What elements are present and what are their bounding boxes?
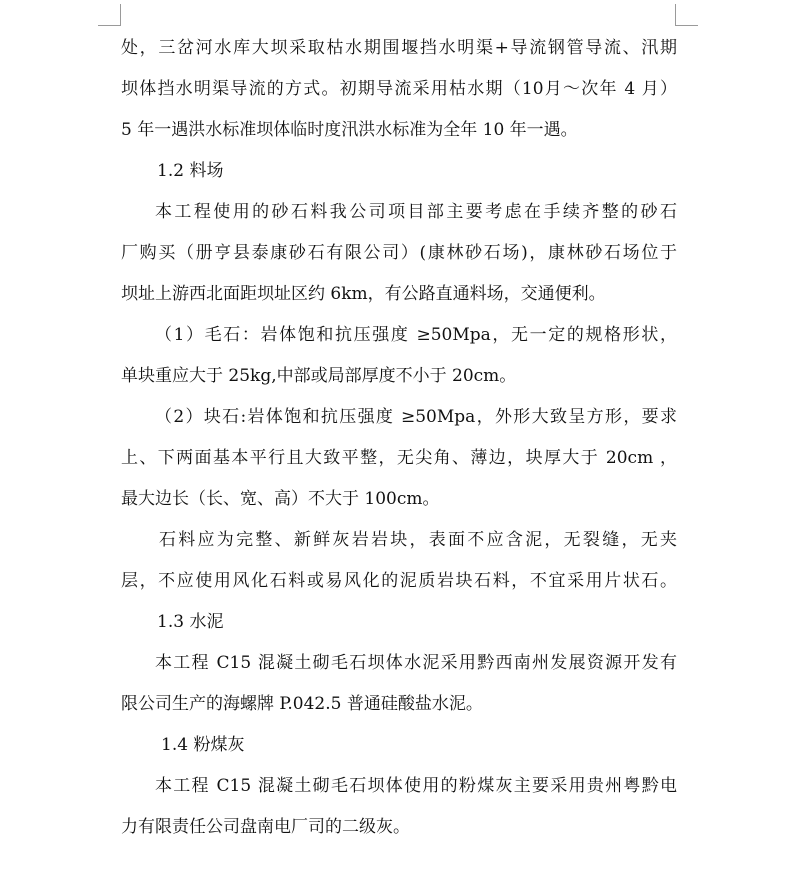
section-heading: 1.2 料场 [157, 161, 224, 181]
text-line: 限公司生产的海螺牌 P.042.5 普通硅酸盐水泥。 [121, 694, 483, 714]
text-line: （2）块石:岩体饱和抗压强度 ≥50Mpa，外形大致呈方形，要求 [155, 407, 677, 427]
crop-mark-top-right-horizontal [675, 25, 698, 26]
text-line: 本工程 C15 混凝土砌毛石坝体使用的粉煤灰主要采用贵州粤黔电 [155, 776, 677, 796]
crop-mark-top-right-vertical [675, 4, 676, 26]
text-line: 本工程使用的砂石料我公司项目部主要考虑在手续齐整的砂石 [155, 202, 677, 222]
section-heading: 1.3 水泥 [157, 612, 224, 632]
text-line: 上、下两面基本平行且大致平整，无尖角、薄边，块厚大于 20cm ， [121, 448, 677, 468]
text-line: 石料应为完整、新鲜灰岩岩块，表面不应含泥，无裂缝，无夹 [159, 530, 677, 550]
text-line: 本工程 C15 混凝土砌毛石坝体水泥采用黔西南州发展资源开发有 [155, 653, 677, 673]
text-line: 单块重应大于 25kg,中部或局部厚度不小于 20cm。 [121, 366, 517, 386]
crop-mark-top-left-vertical [120, 4, 121, 26]
text-line: 厂购买（册亨县泰康砂石有限公司）(康林砂石场)，康林砂石场位于 [121, 243, 677, 263]
text-line: 坝体挡水明渠导流的方式。初期导流采用枯水期（10月～次年 4 月） [121, 79, 677, 99]
text-line: （1）毛石：岩体饱和抗压强度 ≥50Mpa，无一定的规格形状， [155, 325, 677, 345]
text-line: 层，不应使用风化石料或易风化的泥质岩块石料，不宜采用片状石。 [121, 571, 677, 591]
text-line: 坝址上游西北面距坝址区约 6km，有公路直通料场，交通便利。 [121, 284, 606, 304]
text-line: 力有限责任公司盘南电厂司的二级灰。 [121, 817, 410, 837]
section-heading: 1.4 粉煤灰 [161, 735, 245, 755]
text-line: 最大边长（长、宽、高）不大于 100cm。 [121, 489, 440, 509]
crop-mark-top-left-horizontal [98, 25, 121, 26]
text-line: 处，三岔河水库大坝采取枯水期围堰挡水明渠+导流钢管导流、汛期 [121, 38, 677, 58]
text-line: 5 年一遇洪水标准坝体临时度汛洪水标准为全年 10 年一遇。 [121, 120, 578, 140]
